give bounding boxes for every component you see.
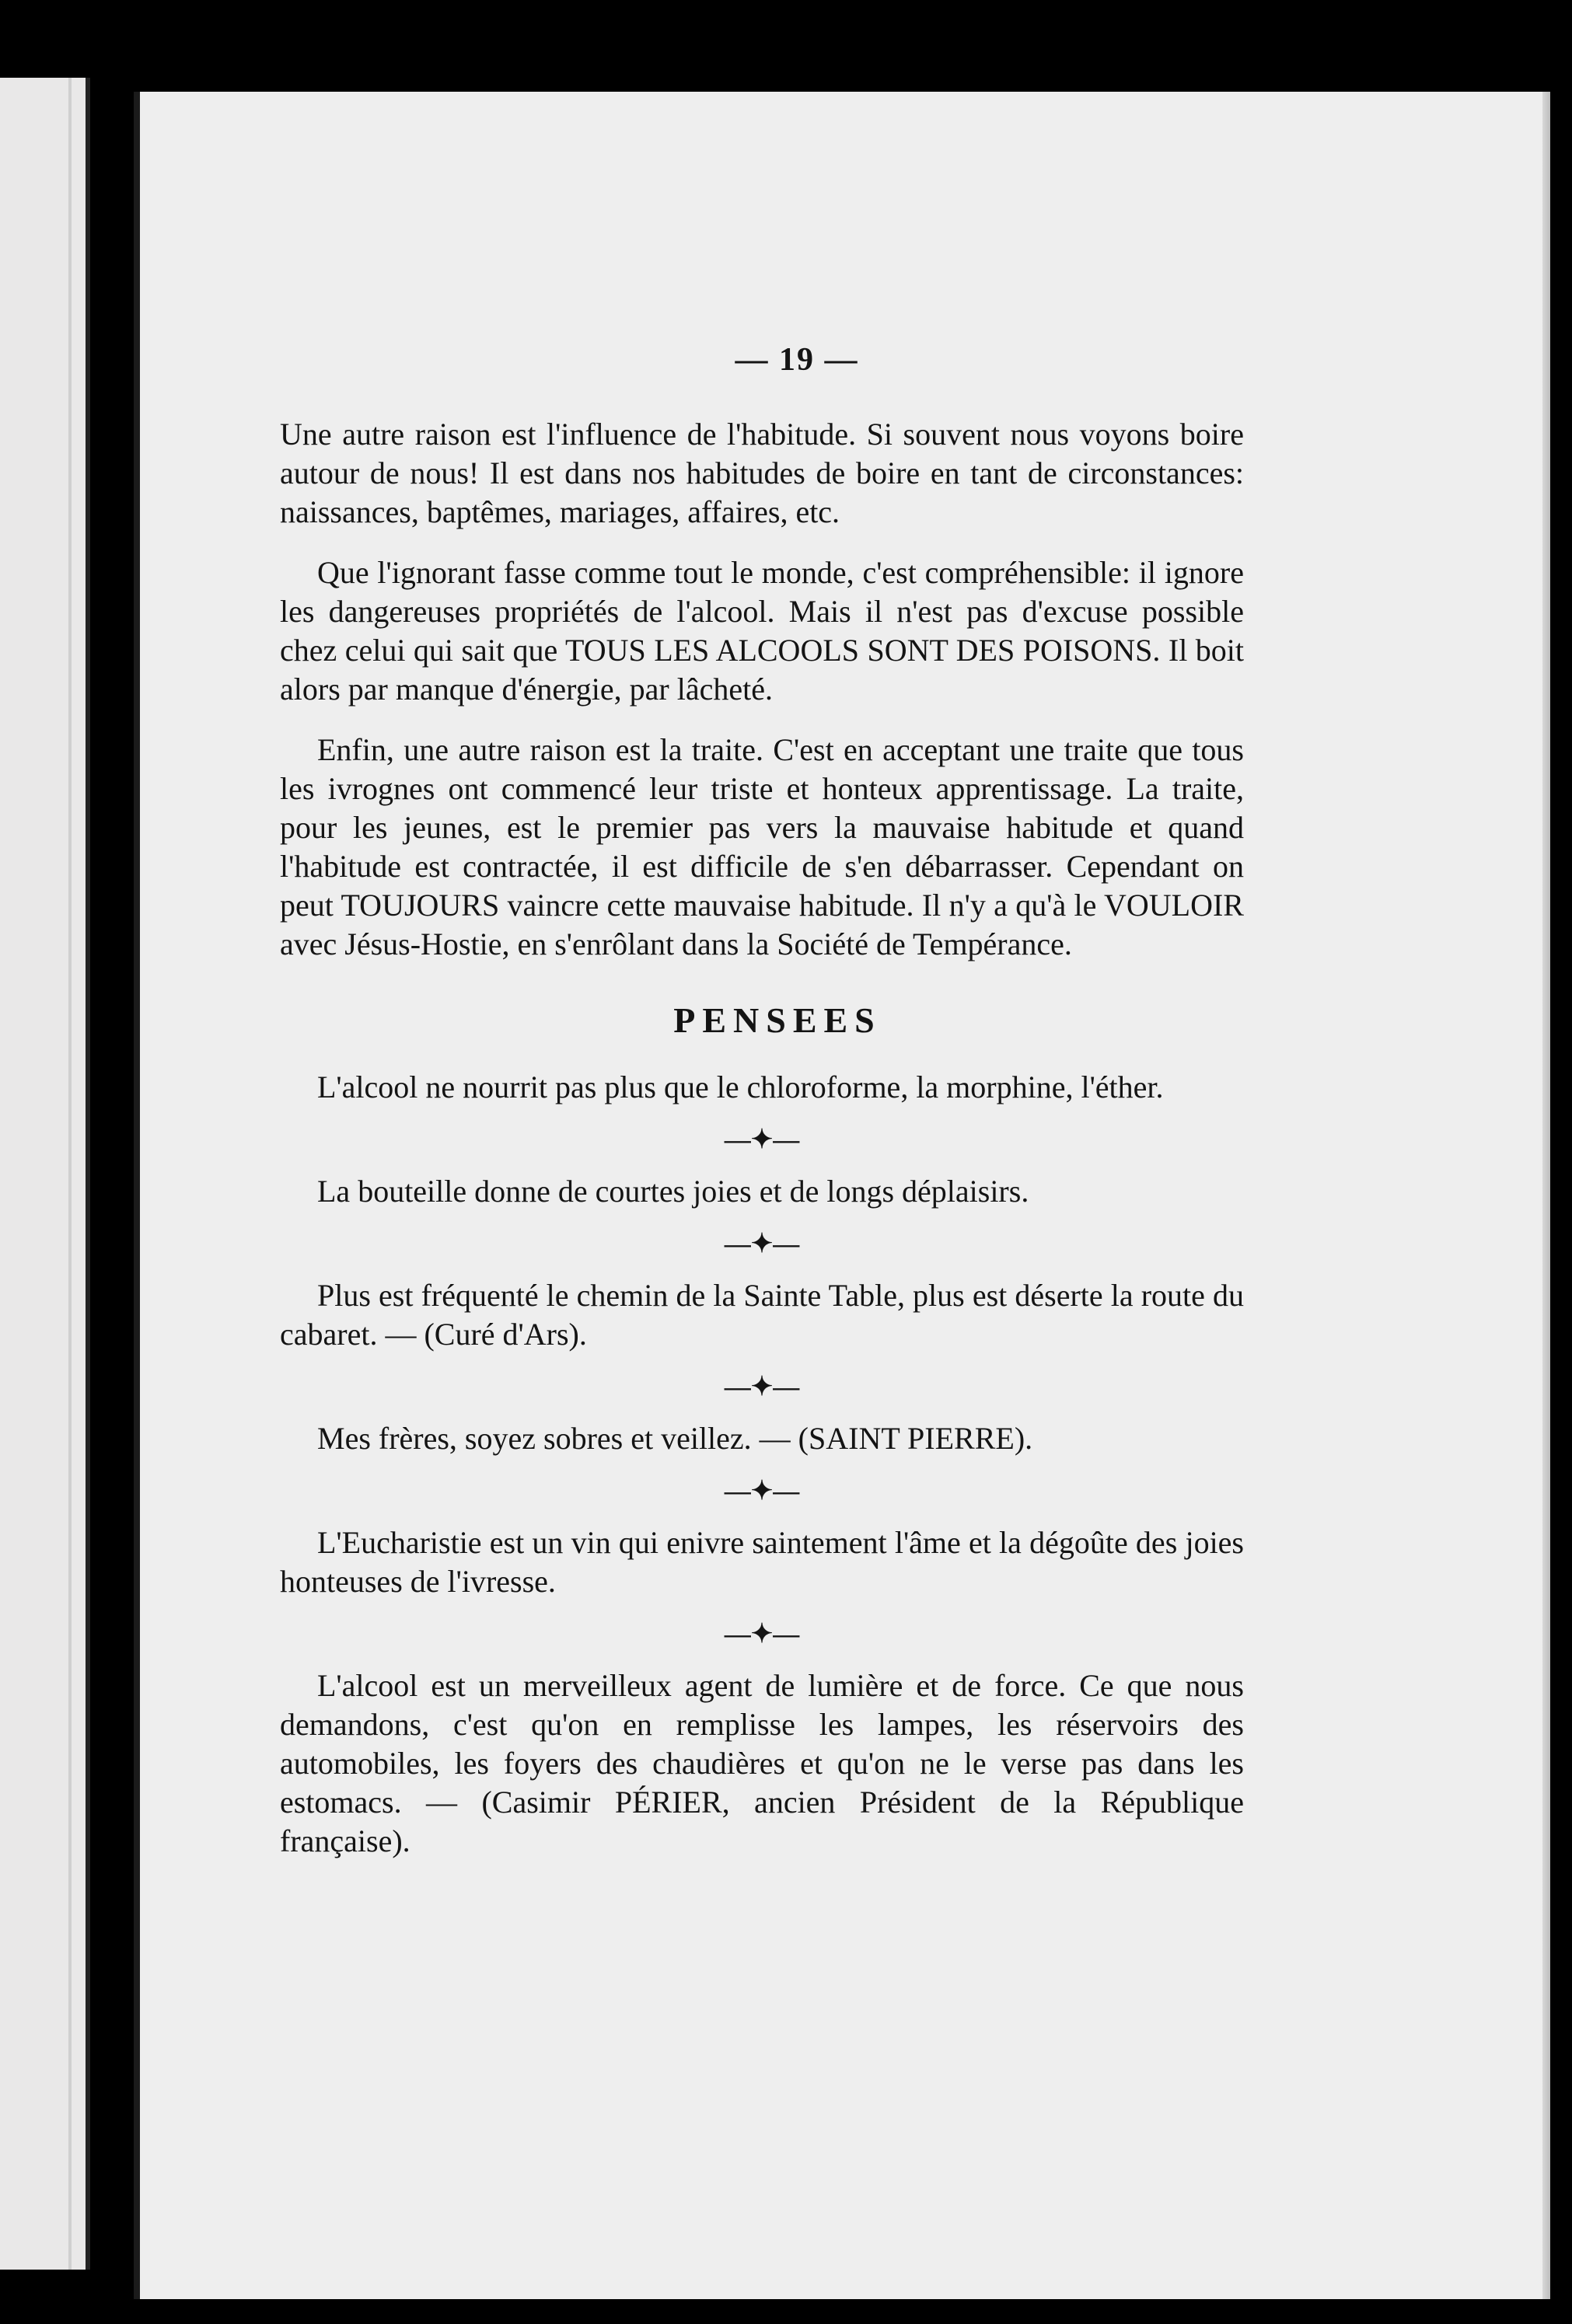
section-heading: PENSEES [673,1000,882,1040]
thought-item: L'alcool est un merveilleux agent de lumière et de force. Ce que nous demandons, c'est qu'on en remplisse les lampes, les réservoirs des automobiles, les foyers des chaudières et qu'on ne le verse pas dans les estomacs. — (Casimir PÉRIER, ancien Président de la République française). [280,1668,1244,1858]
thought-item: L'Eucharistie est un vin qui enivre saintement l'âme et la dégoûte des joies honteuses de l'ivresse. [280,1525,1244,1599]
separator-ornament: —✦— [724,1477,800,1506]
separator-ornament: —✦— [724,1373,800,1401]
document-page [134,92,1550,2299]
thought-item: Plus est fréquenté le chemin de la Sainte Table, plus est déserte la route du cabaret. — (Curé d'Ars). [280,1278,1244,1352]
separator-ornament: —✦— [724,1230,800,1258]
thought-item: La bouteille donne de courtes joies et de longs déplaisirs. [317,1174,1029,1209]
separator-ornament: —✦— [724,1620,800,1649]
page-text [280,340,1244,1883]
thought-item: L'alcool ne nourrit pas plus que le chloroforme, la morphine, l'éther. [317,1070,1164,1104]
facing-page-edge [0,78,90,2270]
paragraph-ignorance: Que l'ignorant fasse comme tout le monde, c'est compréhensible: il ignore les dangereuses propriétés de l'alcool. Mais il n'est pas d'excuse possible chez celui qui sait que TOUS LES ALCOOLS SONT DES POISONS. Il boit alors par manque d'énergie, par lâcheté. [280,555,1244,707]
page-edge [1542,92,1550,2299]
paragraph-treat: Enfin, une autre raison est la traite. C'est en acceptant une traite que tous les ivrognes ont commencé leur triste et honteux apprentissage. La traite, pour les jeunes, est le premier pas vers la mauvaise habitude et quand l'habitude est contractée, il est difficile de s'en débarrasser. Cependant on peut TOUJOURS vaincre cette mauvaise habitude. Il n'y a qu'à le VOULOIR avec Jésus-Hostie, en s'enrôlant dans la Société de Tempérance. [280,732,1244,961]
page-number: — 19 — [735,342,859,378]
paragraph-habit: Une autre raison est l'influence de l'habitude. Si souvent nous voyons boire autour de nous! Il est dans nos habitudes de boire en tant de circonstances: naissances, baptêmes, mariages, affaires, etc. [280,417,1244,529]
separator-ornament: —✦— [724,1125,800,1154]
thought-item: Mes frères, soyez sobres et veillez. — (SAINT PIERRE). [317,1421,1033,1456]
